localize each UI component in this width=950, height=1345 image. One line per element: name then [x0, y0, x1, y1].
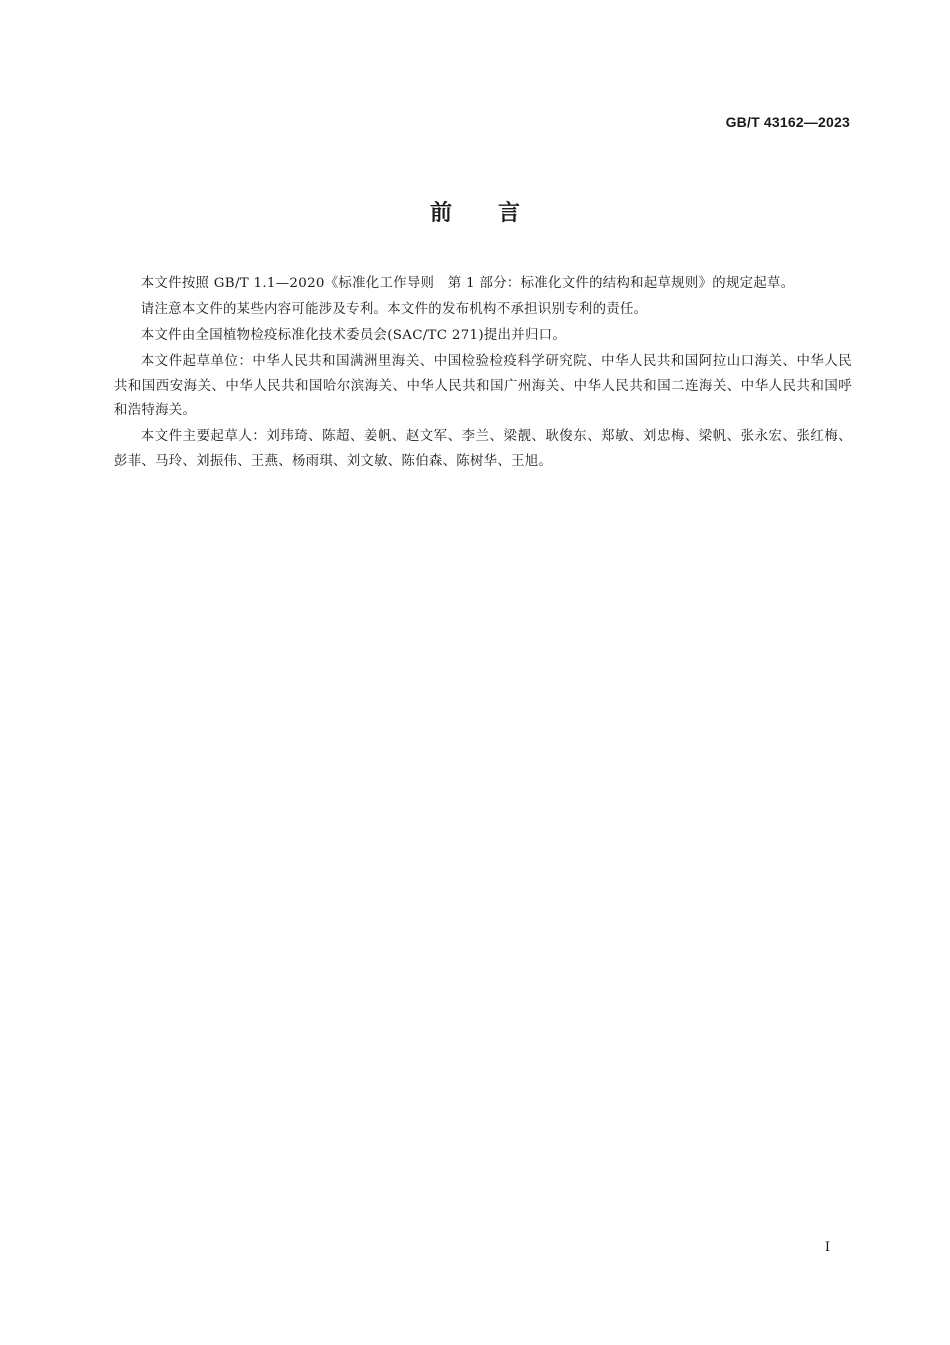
paragraph-proposing-committee: 本文件由全国植物检疫标准化技术委员会(SAC/TC 271)提出并归口。: [140, 328, 567, 343]
foreword-body: [114, 272, 852, 476]
paragraph-drafting-units: 本文件起草单位：中华人民共和国满洲里海关、中国检验检疫科学研究院、中华人民共和国阿拉山口海关、中华人民共和国西安海关、中华人民共和国哈尔滨海关、中华人民共和国广州海关、中华人民共和国二连海关、中华人民共和国呼和浩特海关。: [114, 354, 852, 418]
paragraph-drafters: 本文件主要起草人：刘玮琦、陈超、姜帆、赵文军、李兰、梁靓、耿俊东、郑敏、刘忠梅、梁帆、张永宏、张红梅、彭菲、马玲、刘振伟、王燕、杨雨琪、刘文敏、陈伯森、陈树华、王旭。: [114, 429, 852, 469]
page-number: I: [824, 1240, 830, 1255]
paragraph-patent-notice: 请注意本文件的某些内容可能涉及专利。本文件的发布机构不承担识别专利的责任。: [140, 302, 648, 317]
paragraph-drafting-rules: 本文件按照 GB/T 1.1—2020《标准化工作导则 第 1 部分：标准化文件的结构和起草规则》的规定起草。: [140, 276, 795, 291]
standard-code: GB/T 43162—2023: [725, 114, 850, 130]
page-title: 前言: [429, 201, 566, 226]
